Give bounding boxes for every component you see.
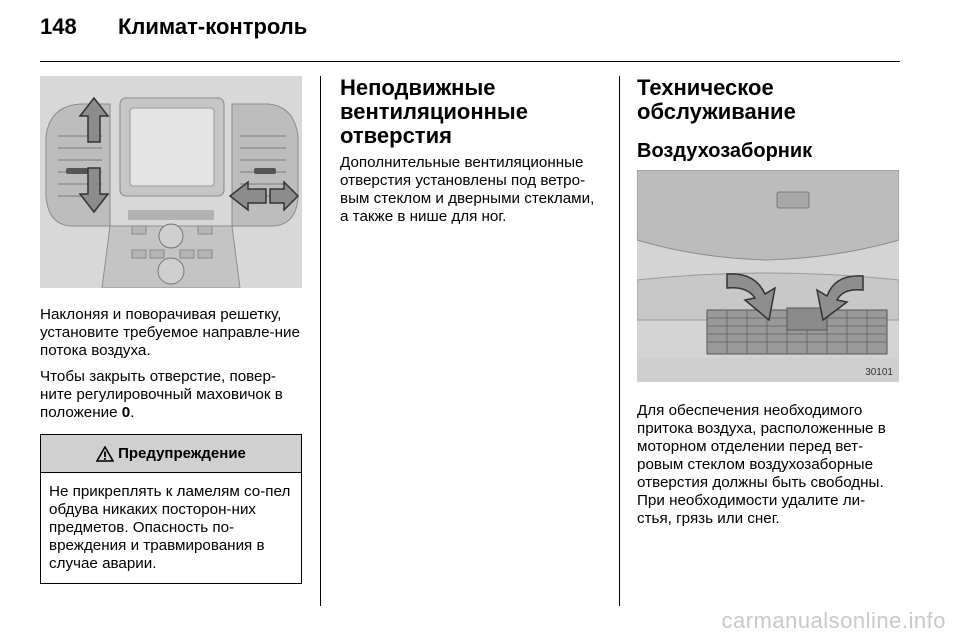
chapter-title: Климат-контроль [118,14,308,39]
fixed-vents-heading: Неподвижные вентиляционные отверстия [340,75,528,148]
vent-close-text-a: Чтобы закрыть отверстие, повер-ните регулировочный маховичок в положение [40,368,283,421]
warning-triangle-icon [96,446,114,462]
column-1 [40,76,302,584]
column-divider [320,76,321,606]
vent-close-text-c: . [130,404,135,421]
dashboard-vents-figure [40,76,302,288]
fixed-vents-text: Дополнительные вентиляционные отверстия установлены под ветро-вым стеклом и дверными стеклами, а также в нише для ног. [340,154,595,225]
air-intake-figure [637,170,899,382]
warning-box [40,434,302,584]
header-rule [40,61,900,62]
warning-header [41,435,301,473]
warning-title: Предупреждение [118,445,246,462]
figure-code: 30101 [865,367,893,378]
warning-body [41,473,301,583]
vent-close-text [40,368,302,422]
column-3 [637,76,899,528]
warning-text: Не прикреплять к ламелям со-пел обдува никаких посторон-них предметов. Опасность по-вреждения и травмирования в случае аварии. [49,483,291,572]
air-intake-heading: Воздухозаборник [637,140,813,162]
page-number: 148 [40,14,77,39]
zero-position-label: 0 [121,404,131,421]
vent-adjust-text: Наклоняя и поворачивая решетку, установите требуемое направле-ние потока воздуха. [40,306,300,359]
column-divider [619,76,620,606]
air-intake-text: Для обеспечения необходимого притока воздуха, расположенные в моторном отделении перед вет-ровым стеклом воздухозаборные отверстия должны быть свободны. При необходимости удалите ли-стья, грязь или снег. [637,402,886,527]
maintenance-heading: Техническое обслуживание [637,75,796,124]
page-header [40,14,900,54]
watermark: carmanualsonline.info [721,608,946,633]
column-2 [340,76,602,226]
